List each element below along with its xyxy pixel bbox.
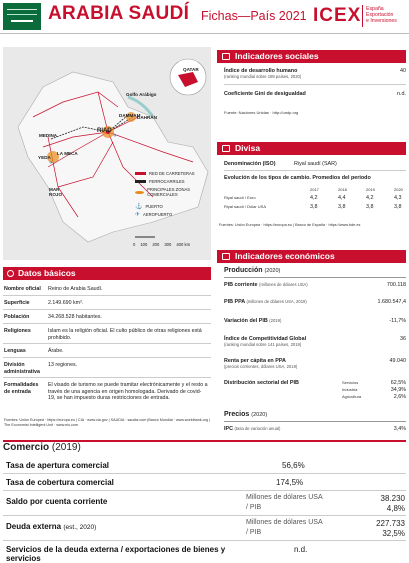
divider — [3, 473, 406, 474]
trade-row-coverage: Tasa de cobertura comercial 174,5% — [6, 478, 304, 487]
divider — [224, 170, 406, 171]
map-label-medina: MEDINA — [39, 133, 58, 138]
basics-label-division: División administrativa — [4, 362, 40, 375]
basics-label-area: Superficie — [4, 300, 30, 306]
divider — [3, 343, 211, 344]
map-label-dhahran: DAHRÁN — [137, 115, 157, 120]
economic-header: Indicadores económicos — [217, 250, 406, 263]
econ-row-ipc: IPC (tasa de variación anual) 3,4% — [224, 426, 406, 432]
country-map — [3, 47, 211, 260]
basics-value-religion: Islam es la religión oficial. El culto público de otras religiones está prohibido. — [48, 328, 202, 341]
page-subtitle: Fichas—País 2021 — [201, 9, 307, 23]
divider — [3, 357, 211, 358]
social-header: Indicadores sociales — [217, 50, 406, 63]
saudi-flag-icon — [3, 3, 41, 30]
econ-row-variation: Variación del PIB (2019) -11,7% — [224, 318, 406, 324]
trade-row-openness: Tasa de apertura comercial 56,6% — [6, 461, 305, 470]
basics-label-languages: Lenguas — [4, 348, 26, 354]
legend-rail: FERROCARRILES — [135, 179, 185, 184]
basics-value-languages: Árabe. — [48, 348, 64, 354]
info-icon — [7, 270, 14, 277]
divisa-denomination: Denominación (ISO) Riyal saudí (SAR) — [224, 161, 337, 167]
production-title: Producción (2020) — [224, 267, 281, 274]
chart-icon — [222, 253, 230, 260]
basics-label-name: Nombre oficial — [4, 286, 41, 292]
map-scale: 0 100 200 300 400 km — [133, 242, 191, 247]
econ-row-pib: PIB corriente (millones de dólares USA) 700.118 — [224, 282, 406, 288]
basics-value-division: 13 regiones. — [48, 362, 78, 368]
map-label-gulf: Golfo Arábigo — [126, 92, 157, 97]
divisa-source: Fuentes: Unión Europea · https://europa.eu | Banco de España · https://www.bde.es — [219, 223, 361, 227]
basics-label-religion: Religiones — [4, 328, 31, 334]
basics-value-area: 2.149.690 km². — [48, 300, 84, 306]
basics-value-population: 34.268.528 habitantes. — [48, 314, 102, 320]
legend-zones: PRINCIPALES ZONAS COMERCIALES — [135, 187, 209, 197]
map-label-jeddah: YEDA — [38, 155, 51, 160]
divisa-row-dollar: Riyal saudí / Dólar USA 3,8 3,8 3,8 3,8 — [224, 204, 402, 210]
trade-unit-4: / PIB — [246, 529, 262, 536]
divider — [3, 515, 406, 516]
trade-value-3: 227.733 — [376, 519, 405, 528]
basics-label-entry: Formalidades de entrada — [4, 382, 39, 395]
prices-title: Precios (2020) — [224, 411, 268, 418]
econ-row-pib-ppa: PIB PPA (millones de dólares USA, 2019) 1.680.547,4 — [224, 299, 406, 305]
trade-row-current-account: Saldo por cuenta corriente — [6, 497, 108, 506]
social-source: Fuente: Naciones Unidas · http://undp.org — [224, 110, 299, 115]
trade-row-debt-service: Servicios de la deuda externa / exportaciones de bienes y servicios — [6, 545, 226, 563]
legend-port: ⚓ PUERTO — [135, 204, 163, 210]
legend-airport: ✈ AEROPUERTO — [135, 212, 173, 218]
logo-divider — [362, 5, 363, 27]
zones-swatch — [135, 191, 144, 194]
econ-row-competitiveness: Índice de Competitividad Global (ranking mundial sobre 141 países, 2019) 36 — [224, 336, 406, 347]
trade-header: Comercio (2019) — [3, 440, 406, 454]
divider — [3, 377, 211, 378]
basics-value-entry: El visado de turismo se puede tramitar electrónicamente y el resto a través de una agencia en origen homologada. Derivado de covid-19, se han impuesto duras restricciones de entrada. — [48, 382, 208, 401]
divider — [224, 421, 406, 422]
trade-value-4: 32,5% — [382, 529, 405, 538]
svg-text:✈: ✈ — [49, 160, 54, 166]
trade-unit-1: Millones de dólares USA — [246, 494, 323, 501]
roads-swatch — [135, 172, 146, 175]
basics-label-population: Población — [4, 314, 30, 320]
map-drawing — [3, 47, 211, 260]
rail-swatch — [135, 180, 146, 183]
divider — [3, 309, 211, 310]
divisa-header: Divisa — [217, 142, 406, 155]
brand-line-3: e Inversiones — [366, 18, 397, 24]
legend-roads: RED DE CARRETERAS — [135, 171, 195, 176]
brand-line-1: España — [366, 6, 384, 12]
trade-unit-2: / PIB — [246, 504, 262, 511]
map-label-riyadh: RIAD — [97, 128, 112, 134]
econ-row-per-capita: Renta per cápita en PPA (precios corrientes, dólares USA, 2019) 49.040 — [224, 358, 406, 369]
trade-value-1: 38.230 — [380, 494, 405, 503]
trade-unit-3: Millones de dólares USA — [246, 519, 323, 526]
map-label-mecca: LA MECA — [57, 151, 78, 156]
divider — [224, 84, 406, 85]
divider — [3, 323, 211, 324]
social-row-idh: Índice de desarrollo humano (ranking mundial sobre 189 países, 2020) 40 — [224, 68, 406, 79]
svg-text:✈: ✈ — [113, 133, 118, 139]
map-label-red-sea: MAR ROJO — [49, 187, 63, 197]
divider — [3, 540, 406, 541]
divisa-evolution-title: Evolución de los tipos de cambio. Promedios del periodo — [224, 175, 371, 181]
money-icon — [222, 145, 230, 152]
trade-value-2: 4,8% — [386, 504, 405, 513]
divider — [3, 490, 406, 491]
divider — [224, 277, 406, 278]
divisa-row-euro: Riyal saudí / Euro 4,2 4,4 4,2 4,3 — [224, 195, 402, 201]
map-label-qatar: QATAR — [183, 67, 199, 72]
social-row-gini: Coeficiente Gini de desigualdad n.d. — [224, 91, 406, 97]
map-label-dammam: DAMMAM — [119, 113, 141, 118]
trade-value-debt-service: n.d. — [294, 545, 308, 554]
divider — [3, 295, 211, 296]
page-title: ARABIA SAUDÍ — [48, 3, 190, 24]
econ-row-sectorial: Distribución sectorial del PIB — [224, 380, 299, 386]
icex-logo: ICEX — [313, 5, 362, 26]
basics-value-name: Reino de Arabia Saudí. — [48, 286, 103, 292]
anchor-icon: ⚓ — [135, 204, 143, 210]
trade-row-external-debt: Deuda externa (est., 2020) — [6, 522, 97, 531]
airplane-icon: ✈ — [135, 212, 141, 218]
basics-header: Datos básicos — [3, 267, 211, 280]
brand-line-2: Exportación — [366, 12, 394, 18]
people-icon — [222, 53, 230, 60]
basics-source: Fuentes: Unión Europea · https://europa.eu | CIA · www.cia.gov | SAUDIA · saudia.com |Banco Mundial · www.worldbank.org | The Economist Intelligent Unit · www.eiu.com — [4, 418, 210, 427]
